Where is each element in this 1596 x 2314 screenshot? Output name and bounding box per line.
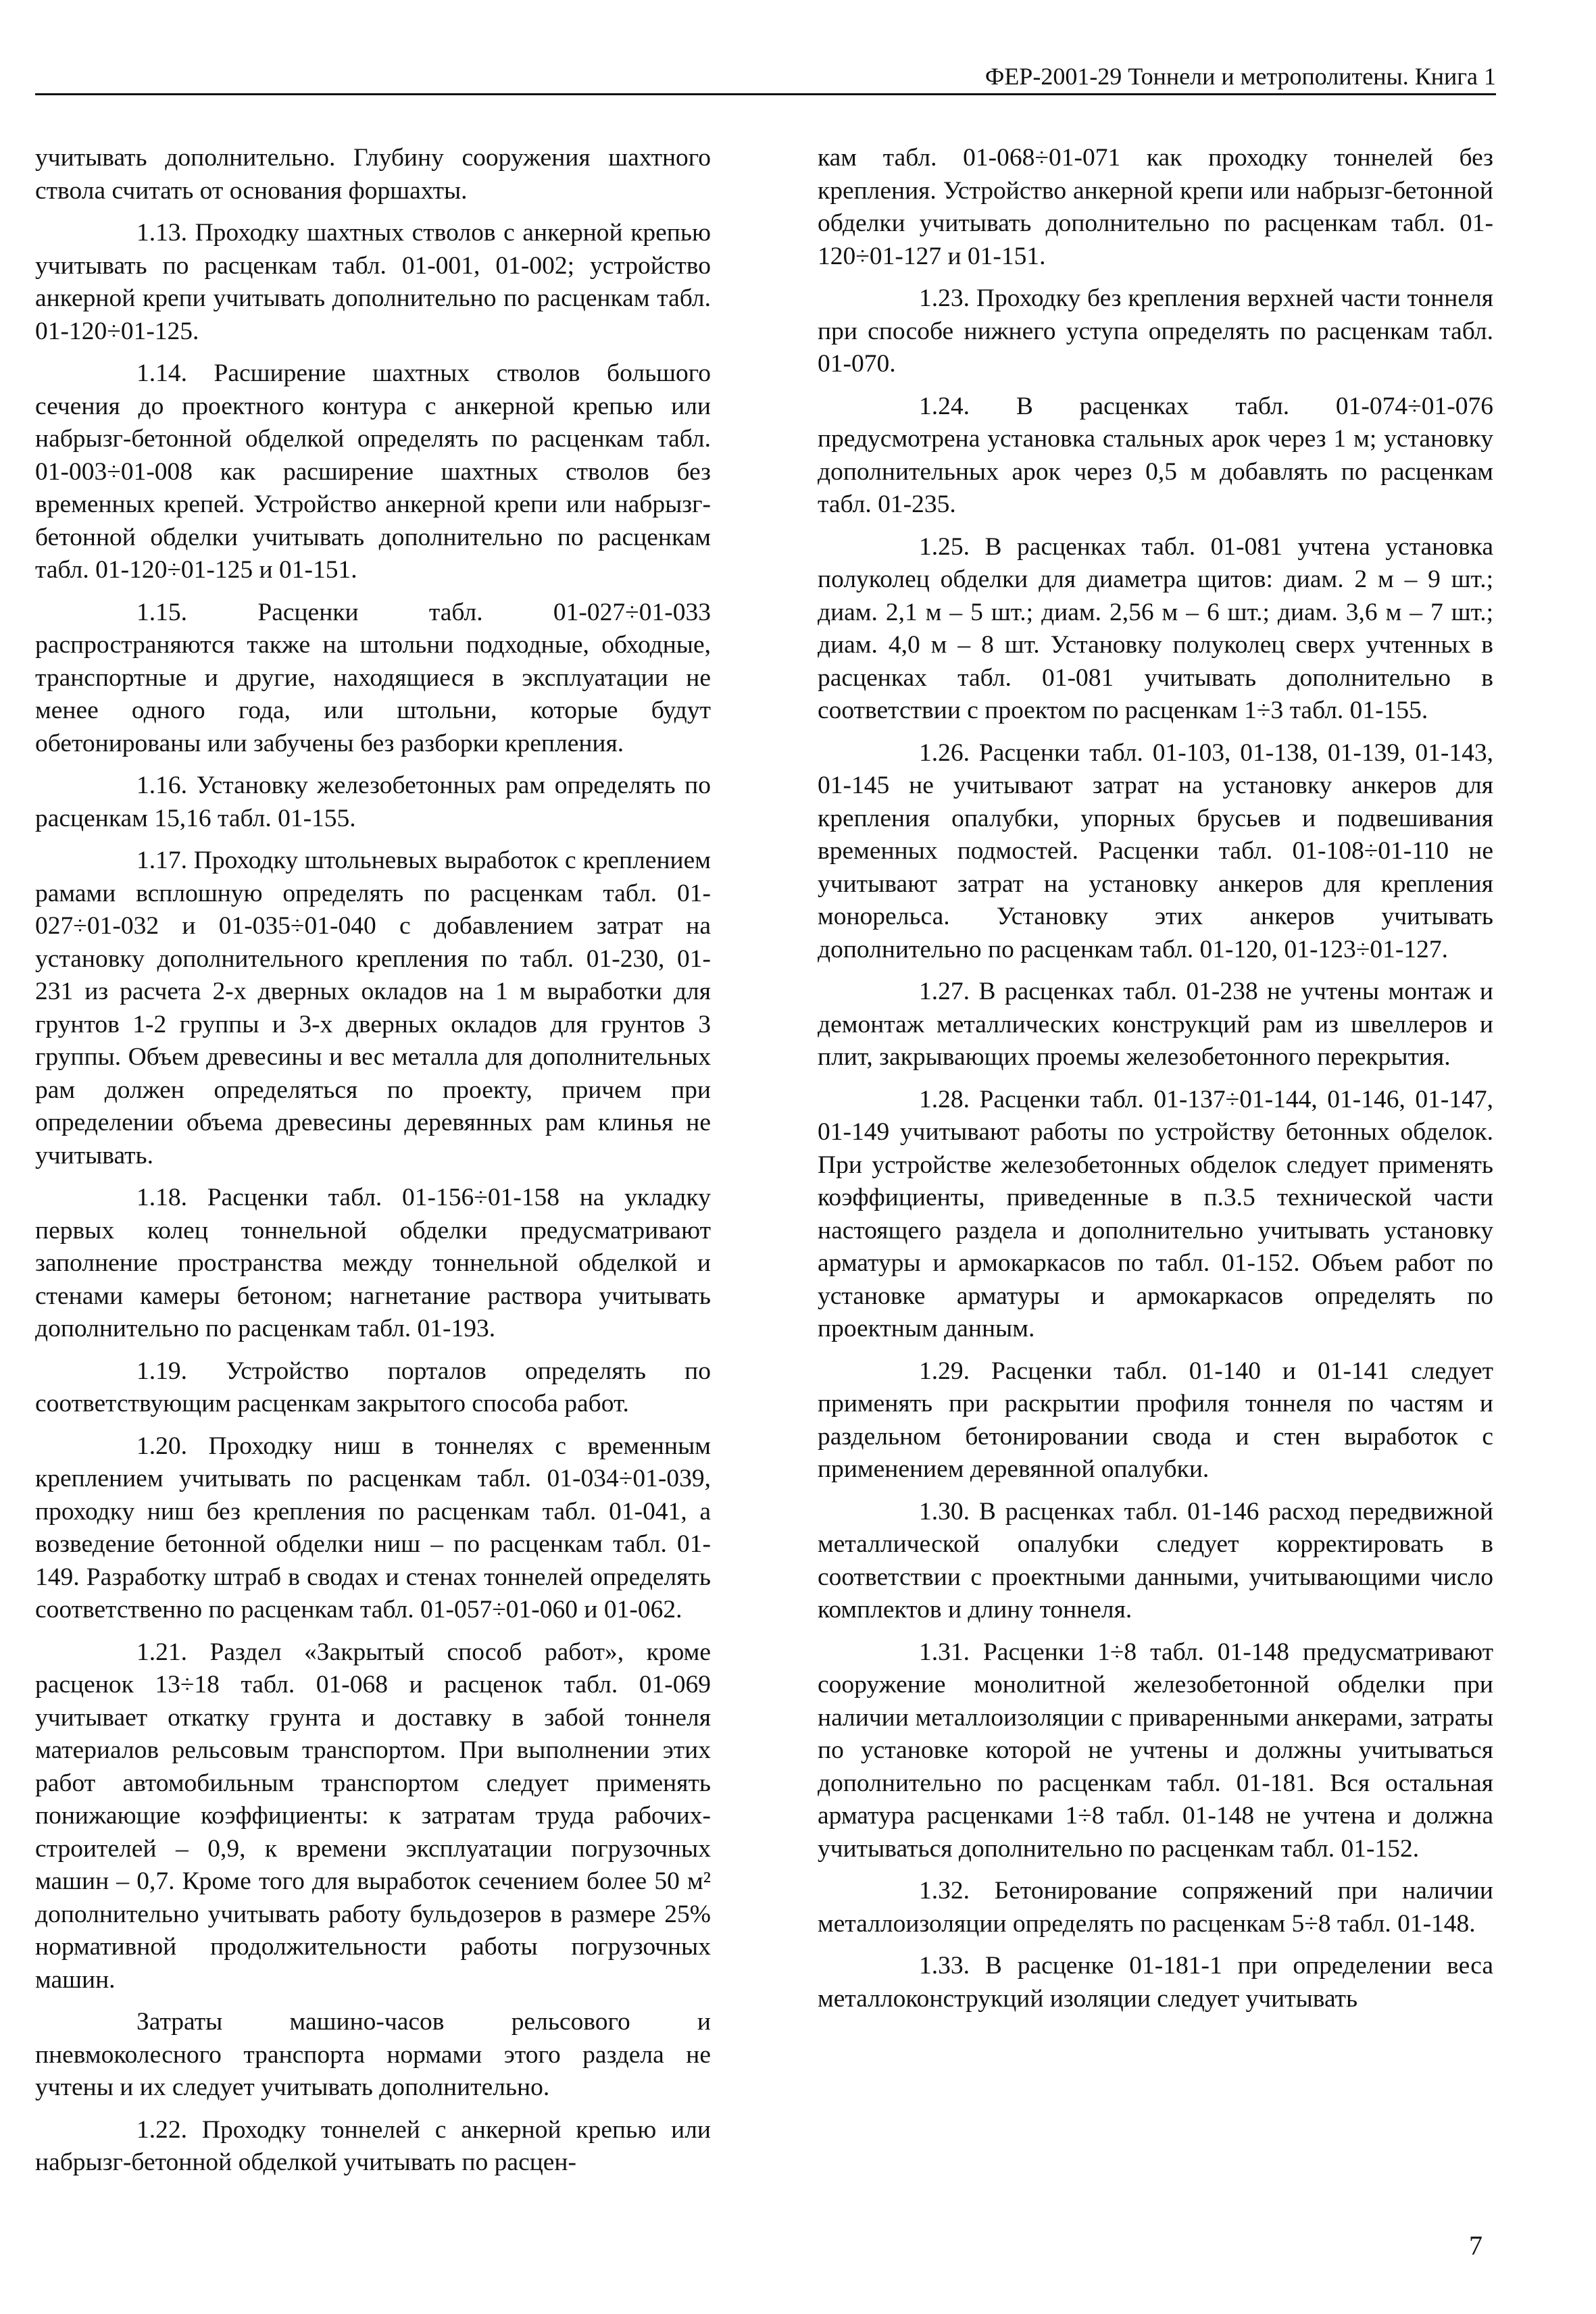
paragraph: 1.21. Раздел «Закрытый способ работ», кроме расценок 13÷18 табл. 01-068 и расценок табл. 01-069 учитывает откатку грунта и доставку в забой тоннеля материалов рельсовым транспортом. При выполнении этих работ автомобильным транспортом следует применять понижающие коэффициенты: к затратам труда рабочих-строителей – 0,9, к времени эксплуатации погрузочных машин – 0,7. Кроме того для выработок сечением более 50 м² дополнительно учитывать работу бульдозеров в размере 25% нормативной продолжительности работы погрузочных машин. [35,1638,711,1994]
paragraph: 1.30. В расценках табл. 01-146 расход передвижной металлической опалубки следует корректировать в соответствии с проектными данными, учитывающими число комплектов и длину тоннеля. [818,1497,1493,1624]
paragraph: 1.32. Бетонирование сопряжений при наличии металлоизоляции определять по расценкам 5÷8 табл. 01-148. [818,1877,1493,1938]
left-column [35,142,711,2189]
paragraph: 1.27. В расценках табл. 01-238 не учтены монтаж и демонтаж металлических конструкций рам из швеллеров и плит, закрывающих проемы железобетонного перекрытия. [818,978,1493,1071]
page-number: 7 [1469,2230,1482,2261]
paragraph: 1.33. В расценке 01-181-1 при определении веса металлоконструкций изоляции следует учитывать [818,1952,1493,2013]
paragraph: 1.17. Проходку штольневых выработок с креплением рамами всплошную определять по расценкам табл. 01-027÷01-032 и 01-035÷01-040 с добавлением затрат на установку дополнительного крепления по табл. 01-230, 01-231 из расчета 2-х дверных окладов на 1 м выработки для грунтов 1-2 группы и 3-х дверных окладов для грунтов 3 группы. Объем древесины и вес металла для дополнительных рам должен определяться по проекту, причем при определении объема древесины деревянных рам клинья не учитывать. [35,847,711,1169]
paragraph: 1.19. Устройство порталов определять по соответствующим расценкам закрытого способа работ. [35,1357,711,1417]
running-header: ФЕР-2001-29 Тоннели и метрополитены. Книга 1 [35,62,1496,95]
paragraph: 1.13. Проходку шахтных стволов с анкерной крепью учитывать по расценкам табл. 01-001, 01-002; устройство анкерной крепи учитывать дополнительно по расценкам табл. 01-120÷01-125. [35,219,711,345]
paragraph: 1.23. Проходку без крепления верхней части тоннеля при способе нижнего уступа определять по расценкам табл. 01-070. [818,284,1493,378]
paragraph: 1.25. В расценках табл. 01-081 учтена установка полуколец обделки для диаметра щитов: диам. 2 м – 9 шт.; диам. 2,1 м – 5 шт.; диам. 2,56 м – 6 шт.; диам. 3,6 м – 7 шт.; диам. 4,0 м – 8 шт. Установку полуколец сверх учтенных в расценках табл. 01-081 учитывать дополнительно в соответствии с проектом по расценкам 1÷3 табл. 01-155. [818,532,1493,724]
paragraph: 1.14. Расширение шахтных стволов большого сечения до проектного контура с анкерной крепью или набрызг-бетонной обделкой определять по расценкам табл. 01-003÷01-008 как расширение шахтных стволов без временных крепей. Устройство анкерной крепи или набрызг-бетонной обделки учитывать дополнительно по расценкам табл. 01-120÷01-125 и 01-151. [35,359,711,584]
paragraph: учитывать дополнительно. Глубину сооружения шахтного ствола считать от основания форшахты. [35,144,711,205]
right-column [818,142,1493,2025]
paragraph: 1.18. Расценки табл. 01-156÷01-158 на укладку первых колец тоннельной обделки предусматривают заполнение пространства между тоннельной обделкой и стенами камеры бетоном; нагнетание раствора учитывать дополнительно по расценкам табл. 01-193. [35,1184,711,1342]
paragraph: 1.26. Расценки табл. 01-103, 01-138, 01-139, 01-143, 01-145 не учитывают затрат на установку анкеров для крепления опалубки, упорных брусьев и подвешивания временных подмостей. Расценки табл. 01-108÷01-110 не учитывают затрат на установку анкеров для крепления монорельса. Установку этих анкеров учитывать дополнительно по расценкам табл. 01-120, 01-123÷01-127. [818,738,1493,963]
paragraph: кам табл. 01-068÷01-071 как проходку тоннелей без крепления. Устройство анкерной крепи или набрызг-бетонной обделки учитывать дополнительно по расценкам табл. 01-120÷01-127 и 01-151. [818,144,1493,270]
paragraph: 1.31. Расценки 1÷8 табл. 01-148 предусматривают сооружение монолитной железобетонной обделки при наличии металлоизоляции с приваренными анкерами, затраты по установке которой не учтены и должны учитываться дополнительно по расценкам табл. 01-181. Вся остальная арматура расценками 1÷8 табл. 01-148 не учтена и должна учитываться дополнительно по расценкам табл. 01-152. [818,1638,1493,1863]
paragraph: 1.28. Расценки табл. 01-137÷01-144, 01-146, 01-147, 01-149 учитывают работы по устройству бетонных обделок. При устройстве железобетонных обделок следует применять коэффициенты, приведенные в п.3.5 технической части настоящего раздела и дополнительно учитывать установку арматуры и армокаркасов по табл. 01-152. Объем работ по установке арматуры и армокаркасов определять по проектным данным. [818,1085,1493,1342]
paragraph: 1.22. Проходку тоннелей с анкерной крепью или набрызг-бетонной обделкой учитывать по расцен- [35,2115,711,2176]
paragraph: 1.15. Расценки табл. 01-027÷01-033 распространяются также на штольни подходные, обходные, транспортные и другие, находящиеся в эксплуатации не менее одного года, или штольни, которые будут обетонированы или забучены без разборки крепления. [35,598,711,757]
paragraph: 1.16. Установку железобетонных рам определять по расценкам 15,16 табл. 01-155. [35,772,711,832]
paragraph: Затраты машино-часов рельсового и пневмоколесного транспорта нормами этого раздела не учтены и их следует учитывать дополнительно. [35,2008,711,2101]
paragraph: 1.29. Расценки табл. 01-140 и 01-141 следует применять при раскрытии профиля тоннеля по частям и раздельном бетонировании свода и стен выработок с применением деревянной опалубки. [818,1357,1493,1483]
paragraph: 1.20. Проходку ниш в тоннелях с временным креплением учитывать по расценкам табл. 01-034÷01-039, проходку ниш без крепления по расценкам табл. 01-041, а возведение бетонной обделки ниш – по расценкам табл. 01-149. Разработку штраб в сводах и стенах тоннелей определять соответственно по расценкам табл. 01-057÷01-060 и 01-062. [35,1432,711,1624]
paragraph: 1.24. В расценках табл. 01-074÷01-076 предусмотрена установка стальных арок через 1 м; установку дополнительных арок через 0,5 м добавлять по расценкам табл. 01-235. [818,392,1493,518]
